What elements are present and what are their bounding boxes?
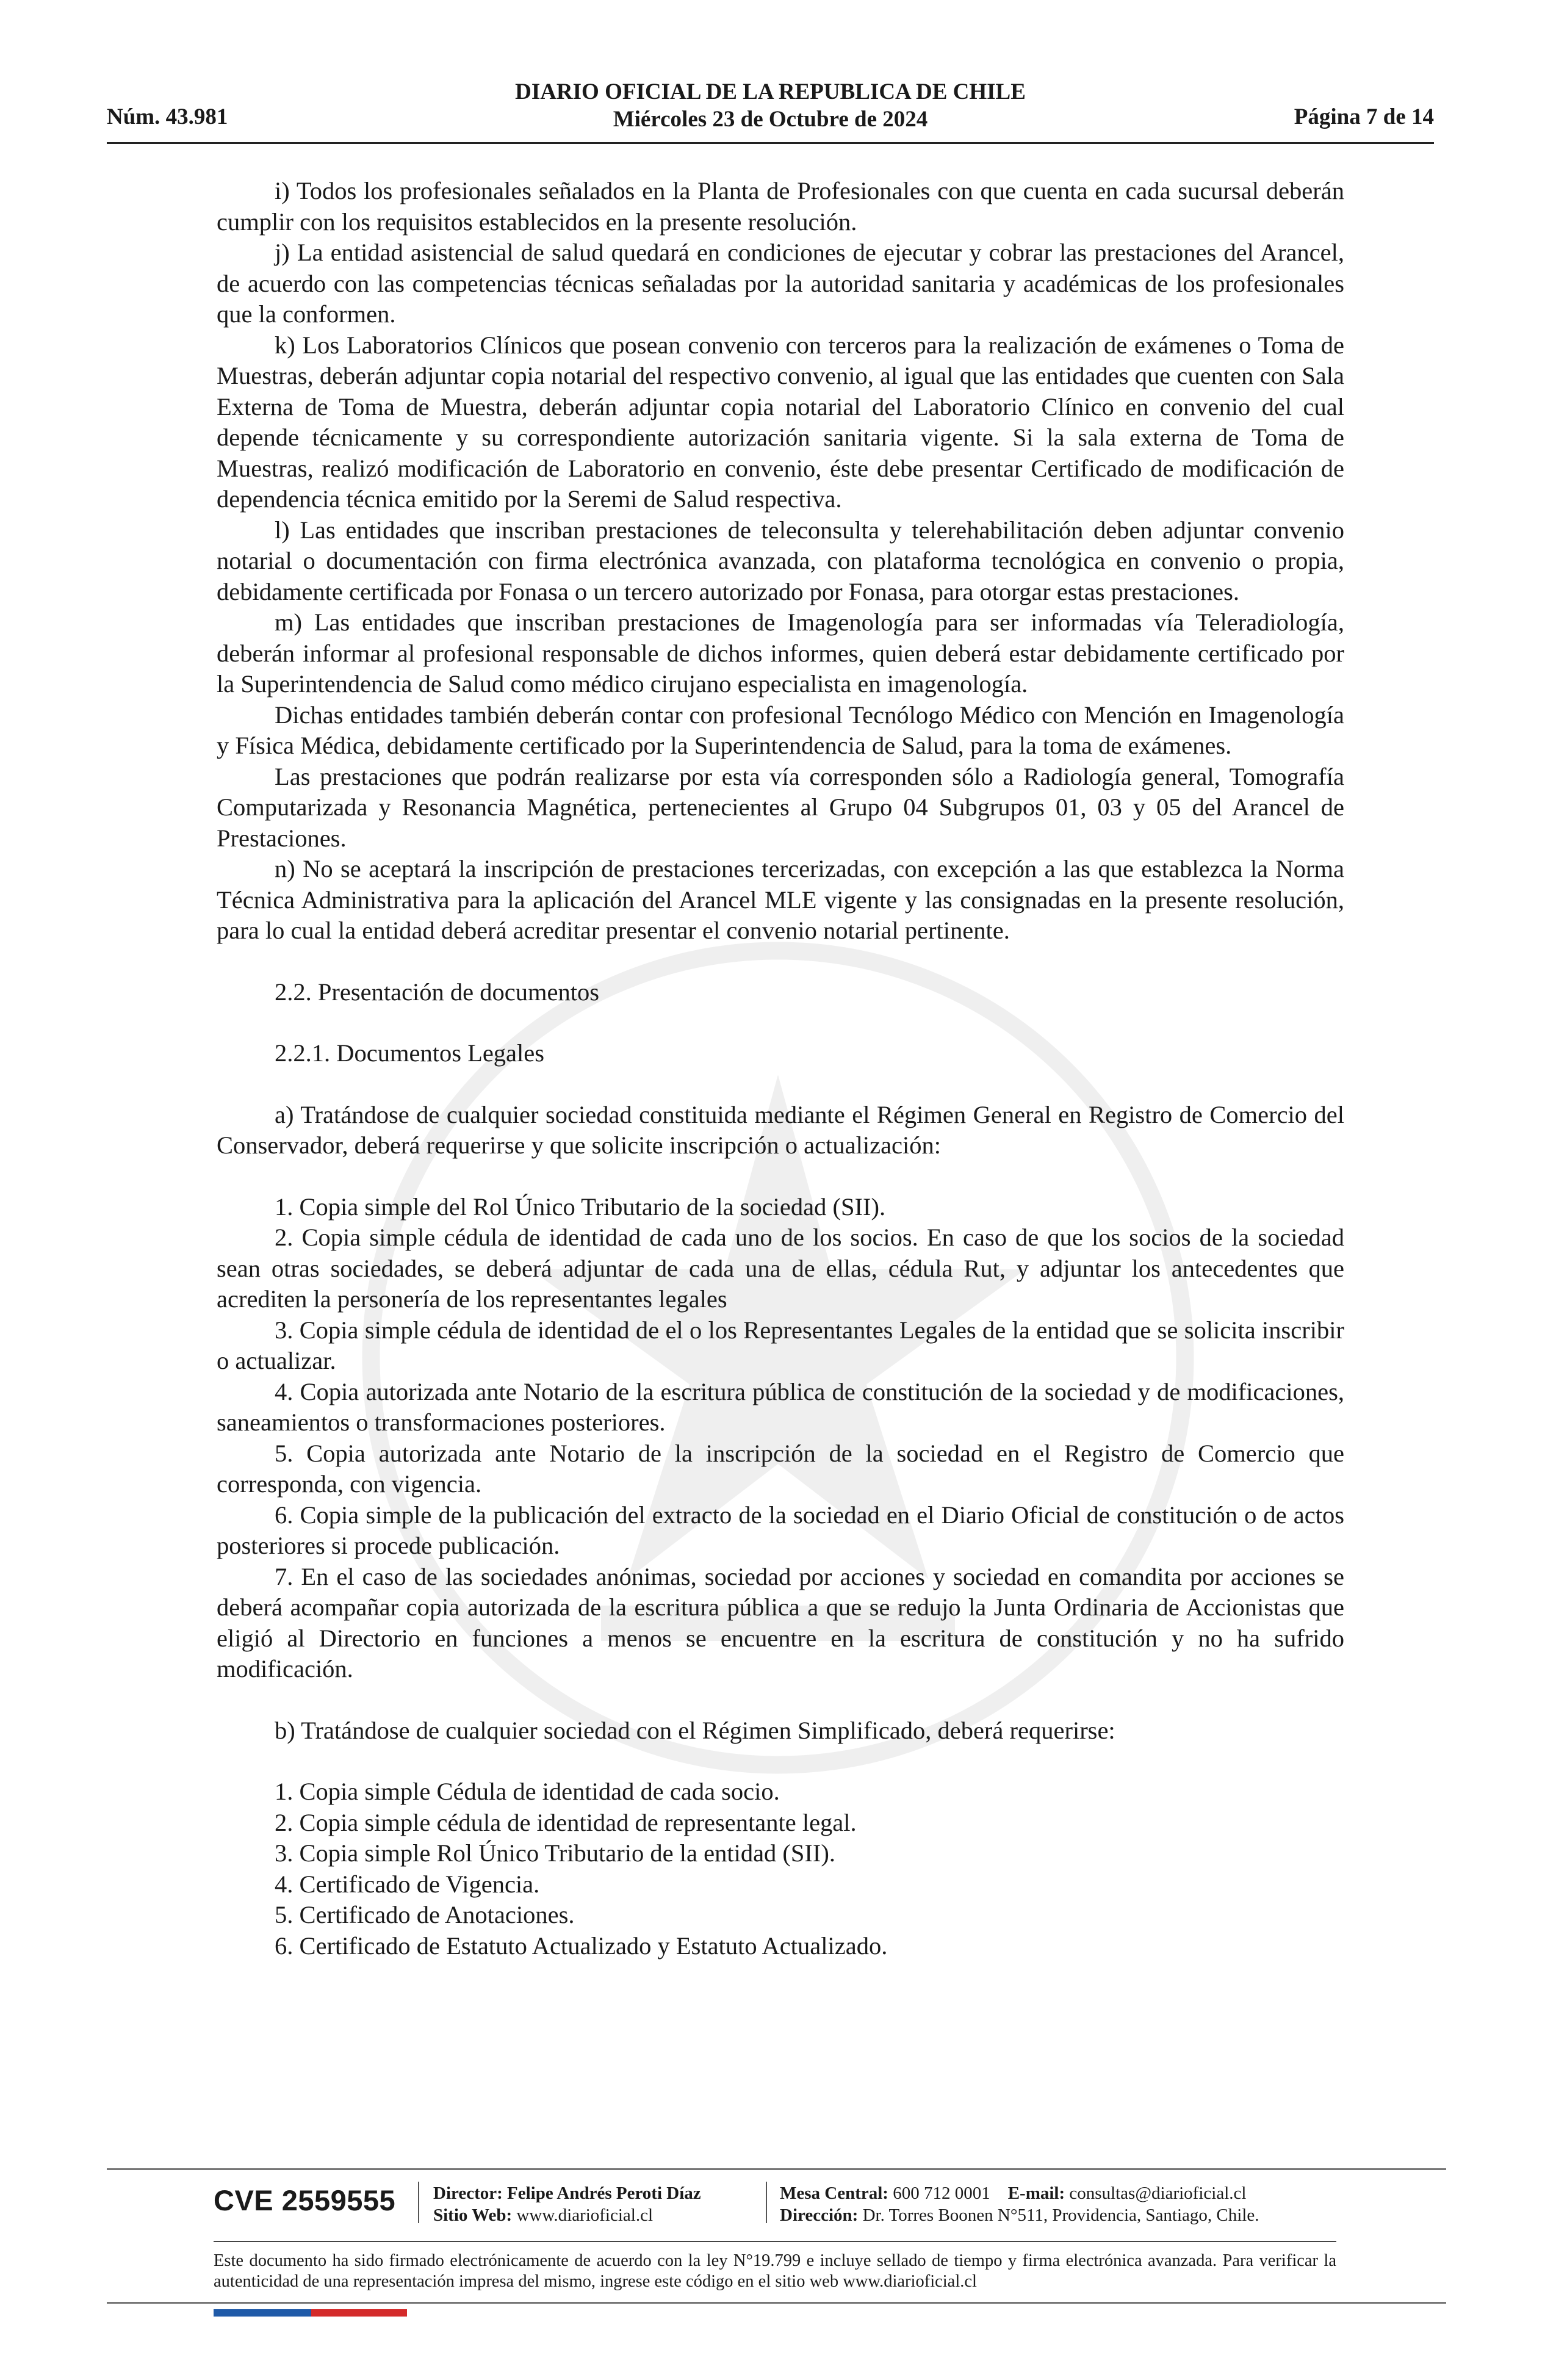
intro-a: a) Tratándose de cualquier sociedad constituida mediante el Régimen General en Registro de Comercio del Conservador, deberá requerirse y que solicite inscripción o actualización: (217, 1100, 1344, 1159)
paragraph-l: l) Las entidades que inscriban prestaciones de teleconsulta y telerehabilitación deben adjuntar convenio notarial o documentación con firma electrónica avanzada, con plataforma tecnológica en convenio o propia, debidamente certificada por Fonasa o un tercero autorizado por Fonasa, para otorgar estas prestaciones. (217, 516, 1344, 605)
paragraph-j: j) La entidad asistencial de salud quedará en condiciones de ejecutar y cobrar las prestaciones del Arancel, de acuerdo con las competencias técnicas señaladas por la autoridad sanitaria y académicas de los profesionales que la conformen. (217, 239, 1344, 328)
footer-divider-bottom (107, 2302, 1446, 2304)
list-b-item: 5. Certificado de Anotaciones. (275, 1901, 575, 1928)
paragraph-n: n) No se aceptará la inscripción de prestaciones tercerizadas, con excepción a las que establezca la Norma Técnica Administrativa para la aplicación del Arancel MLE vigente y las consignadas en la presente resolución, para lo cual la entidad deberá acreditar presentar el convenio notarial pertinente. (217, 855, 1344, 944)
flag-stripe-blue (214, 2309, 311, 2317)
paragraph-i: i) Todos los profesionales señalados en la Planta de Profesionales con que cuenta en cada sucursal deberán cumplir con los requisitos establecidos en la presente resolución. (217, 177, 1344, 236)
list-b-item: 2. Copia simple cédula de identidad de representante legal. (275, 1808, 857, 1836)
list-a-item: 7. En el caso de las sociedades anónimas, sociedad por acciones y sociedad en comandita por acciones se deberá acompañar copia autorizada de la escritura pública a que se redujo la Junta Ordinaria de Accionistas que eligió al Directorio en funciones a menos se encuentre en la escritura de constitución y no ha sufrido modificación. (217, 1562, 1344, 1682)
section-heading: 2.2. Presentación de documentos (275, 978, 599, 1006)
paragraph-k: k) Los Laboratorios Clínicos que posean convenio con terceros para la realización de exámenes o Toma de Muestras, deberán adjuntar copia notarial del respectivo convenio, al igual que las entidades que cuenten con Sala Externa de Toma de Muestra, deberán adjuntar copia notarial del Laboratorio Clínico en convenio del cual depende técnicamente y su correspondiente autorización sanitaria vigente. Si la sala externa de Toma de Muestras, realizó modificación de Laboratorio en convenio, éste debe presentar Certificado de modificación de dependencia técnica emitido por la Seremi de Salud respectiva. (217, 331, 1344, 513)
cve-code: CVE 2559555 (214, 2184, 396, 2216)
paragraph-m: m) Las entidades que inscriban prestaciones de Imagenología para ser informadas vía Teleradiología, deberán informar al profesional responsable de dichos informes, quien deberá estar debidamente certificado por la Superintendencia de Salud como médico cirujano especialista en imagenología. (217, 608, 1344, 698)
intro-b: b) Tratándose de cualquier sociedad con el Régimen Simplificado, deberá requerirse: (275, 1716, 1115, 1744)
paragraph-m-cont-1: Dichas entidades también deberán contar con profesional Tecnólogo Médico con Mención en Imagenología y Física Médica, debidamente certificado por la Superintendencia de Salud, para la toma de exámenes. (217, 701, 1344, 759)
website-link[interactable]: www.diarioficial.cl (516, 2205, 654, 2225)
list-a-item: 6. Copia simple de la publicación del extracto de la sociedad en el Diario Oficial de constitución o de actos posteriores si procede publicación. (217, 1501, 1344, 1559)
email-label: E-mail: (1007, 2183, 1065, 2203)
address-value: Dr. Torres Boonen N°511, Providencia, Santiago, Chile. (862, 2205, 1259, 2225)
footer-divider-top (107, 2168, 1446, 2170)
phone-label: Mesa Central: (780, 2183, 888, 2203)
header-title-block (107, 78, 1434, 133)
legal-divider (214, 2241, 1336, 2242)
footer-separator (766, 2182, 767, 2223)
list-b-item: 3. Copia simple Rol Único Tributario de la entidad (SII). (275, 1839, 836, 1867)
publication-date: Miércoles 23 de Octubre de 2024 (613, 107, 928, 132)
document-body (217, 176, 1344, 1961)
publication-title: DIARIO OFICIAL DE LA REPUBLICA DE CHILE (515, 79, 1026, 104)
paragraph-m-cont-2: Las prestaciones que podrán realizarse por esta vía corresponden sólo a Radiología general, Tomografía Computarizada y Resonancia Magnética, pertenecientes al Grupo 04 Subgrupos 01, 03 y 05 del Arancel de Prestaciones. (217, 762, 1344, 852)
page-number: Página 7 de 14 (1294, 104, 1434, 129)
website-label: Sitio Web: (433, 2205, 513, 2225)
list-a-item: 5. Copia autorizada ante Notario de la inscripción de la sociedad en el Registro de Comercio que corresponda, con vigencia. (217, 1439, 1344, 1498)
list-a-item: 1. Copia simple del Rol Único Tributario de la sociedad (SII). (275, 1192, 886, 1221)
footer-separator (418, 2182, 419, 2223)
flag-stripe-red (311, 2309, 407, 2317)
list-b-item: 6. Certificado de Estatuto Actualizado y Estatuto Actualizado. (275, 1931, 888, 1960)
phone-value: 600 712 0001 (893, 2183, 990, 2203)
list-b-item: 1. Copia simple Cédula de identidad de cada socio. (275, 1778, 780, 1805)
director-label: Director: (433, 2183, 503, 2203)
email-link[interactable]: consultas@diarioficial.cl (1069, 2183, 1247, 2203)
legal-notice: Este documento ha sido firmado electrónicamente de acuerdo con la ley N°19.799 e incluye sellado de tiempo y firma electrónica avanzada. Para verificar la autenticidad de una representación impresa del mismo, ingrese este código en el sitio web www.diarioficial.cl (214, 2251, 1336, 2291)
footer-director-block (433, 2182, 701, 2226)
list-a-item: 2. Copia simple cédula de identidad de cada uno de los socios. En caso de que los socios de la sociedad sean otras sociedades, se deberá adjuntar de cada una de ellas, cédula Rut, y adjuntar los antecedentes que acrediten la personería de los representantes legales (217, 1224, 1344, 1313)
page-header (107, 78, 1434, 145)
header-divider (107, 142, 1434, 144)
footer-contact-block (780, 2182, 1259, 2226)
director-name: Felipe Andrés Peroti Díaz (507, 2183, 701, 2203)
list-a-item: 4. Copia autorizada ante Notario de la escritura pública de constitución de la sociedad y de modificaciones, saneamientos o transformaciones posteriores. (217, 1377, 1344, 1436)
address-label: Dirección: (780, 2205, 859, 2225)
issue-number: Núm. 43.981 (107, 104, 228, 129)
subsection-heading: 2.2.1. Documentos Legales (275, 1039, 545, 1067)
list-a-item: 3. Copia simple cédula de identidad de el o los Representantes Legales de la entidad que se solicita inscribir o actualizar. (217, 1316, 1344, 1374)
list-b-item: 4. Certificado de Vigencia. (275, 1870, 540, 1898)
